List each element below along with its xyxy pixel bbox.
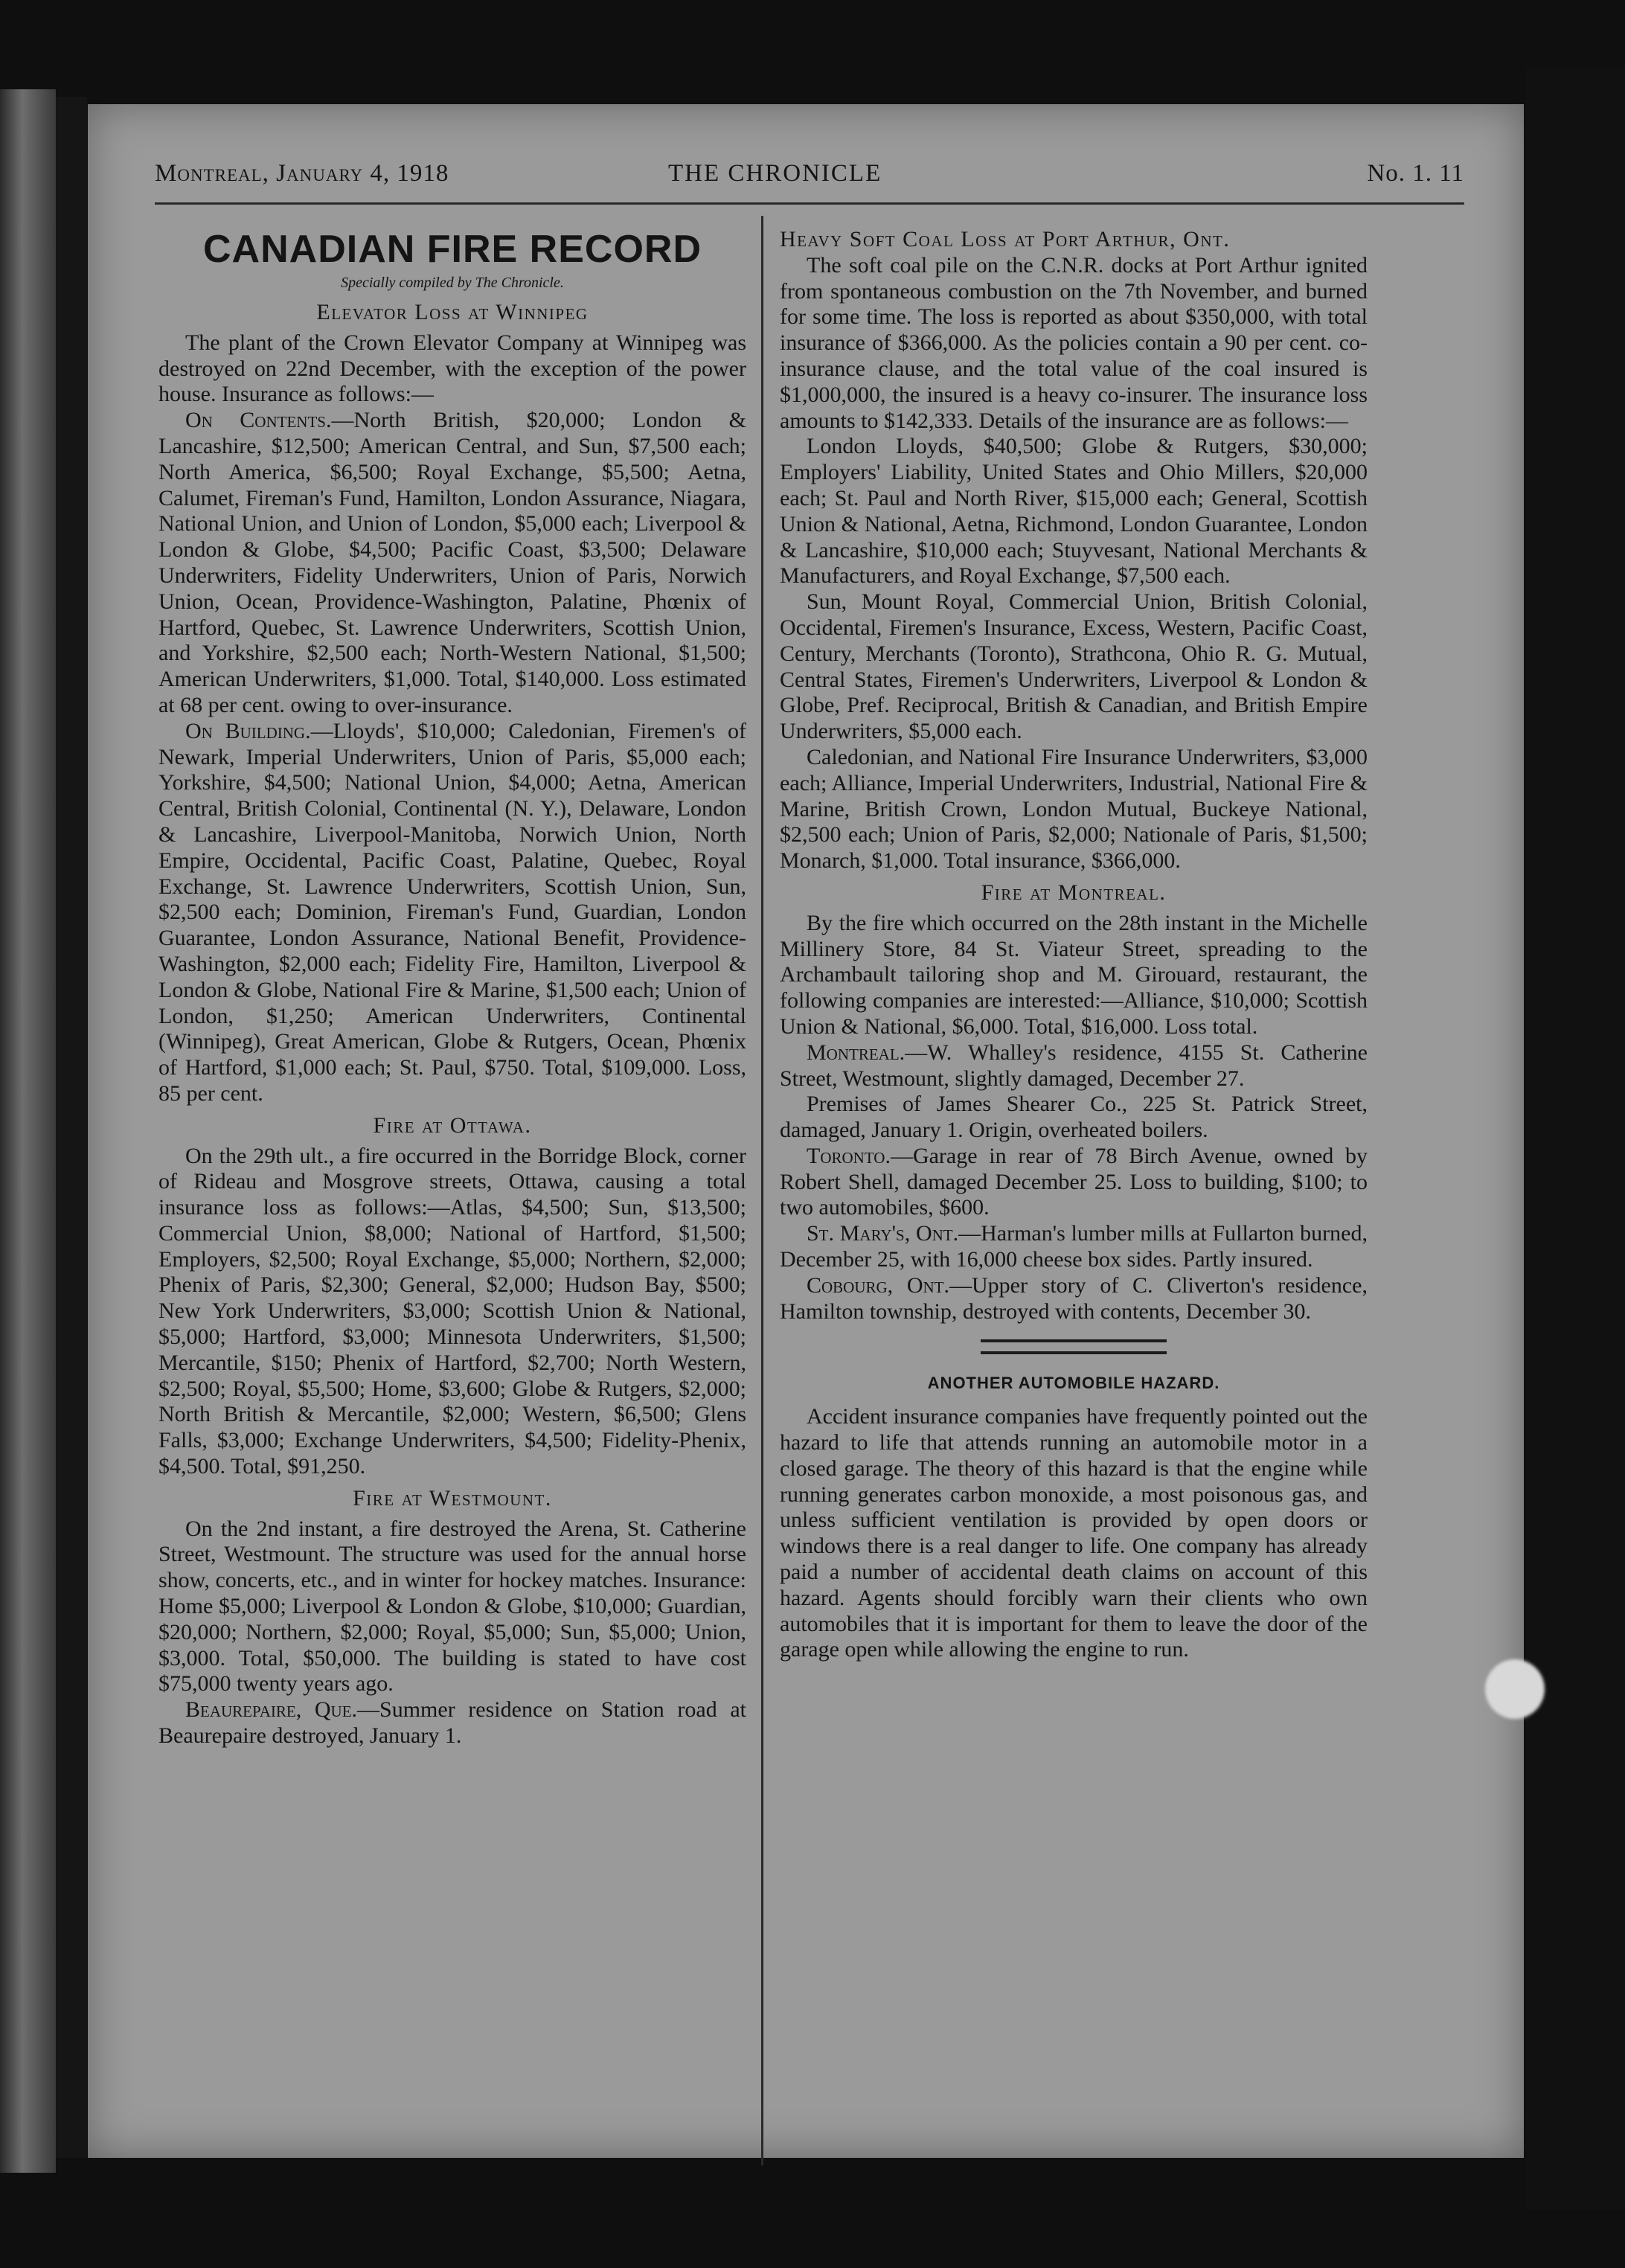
gutter-shadow [56, 97, 87, 2158]
article-title-automobile-hazard: ANOTHER AUTOMOBILE HAZARD. [927, 1374, 1220, 1393]
paragraph-montreal: By the fire which occurred on the 28th instant in the Michelle Millinery Store, 84 St. Viateur Street, spreading to the Archambault tailoring shop and M. Girouard, restaurant, the following companies are interested:—Alliance, $10,000; Scottish Union & National, $6,000. Total, $16,000. Loss total. [780, 910, 1368, 1039]
paragraph-ottawa: On the 29th ult., a fire occurred in the Borridge Block, corner of Rideau and Mosgrove streets, Ottawa, causing a total insurance loss as follows:—Atlas, $4,500; Sun, $13,500; Commercial Union, $8,000; National of Hartford, $1,500; Employers, $2,500; Royal Exchange, $5,000; Northern, $2,000; Phenix of Paris, $2,300; General, $2,000; Hudson Bay, $500; New York Underwriters, $3,000; Scottish Union & National, $5,000; Hartford, $3,000; Minnesota Underwriters, $1,500; Mercantile, $150; Phenix of Hartford, $2,700; North Western, $2,500; Royal, $5,500; Home, $3,600; Globe & Rutgers, $2,000; North British & Mercantile, $2,000; Western, $6,500; Glens Falls, $3,000; Exchange Underwriters, $4,500; Fidelity-Phenix, $4,500. Total, $91,250. [158, 1143, 746, 1479]
paragraph-text: —Harman's lumber mills at Fullarton burned, December 25, with 16,000 cheese box sides. Partly insured. [780, 1221, 1368, 1272]
header-rule [155, 202, 1464, 205]
header-issue-page: No. 1. 11 [1367, 160, 1464, 187]
book-spine [0, 89, 56, 2173]
fire-item [780, 1092, 1368, 1144]
section-heading-winnipeg: Elevator Loss at Winnipeg [316, 300, 589, 324]
paragraph-port-arthur-2: Sun, Mount Royal, Commercial Union, British Colonial, Occidental, Firemen's Insurance, Excess, Western, Pacific Coast, Century, Merchants (Toronto), Strathcona, Ohio R. G. Mutual, Central States, Firemen's Underwriters, Liverpool & London & Globe, Pref. Reciprocal, British & Canadian, and British Empire Underwriters, $5,000 each. [780, 589, 1368, 744]
paragraph-text: —Lloyds', $10,000; Caledonian, Firemen's of Newark, Imperial Underwriters, Union of Paris, $5,000 each; Yorkshire, $4,500; National Union, $4,000; Aetna, American Central, British Colonial, Continental (N. Y.), Delaware, London & Lancashire, Liverpool-Manitoba, Norwich Union, North Empire, Occidental, Pacific Coast, Palatine, Quebec, Royal Exchange, St. Lawrence Underwriters, Scottish Union, Sun, $2,500 each; Dominion, Fireman's Fund, Guardian, London Guarantee, London Assurance, National Benefit, Providence-Washington, $2,000 each; Fidelity Fire, Hamilton, Liverpool & London & Globe, National Fire & Marine, $1,500 each; Union of London, $1,250; American Underwriters, Continental (Winnipeg), Great American, Globe & Rutgers, Ocean, Phœnix of Hartford, $1,000 each; St. Paul, $750. Total, $109,000. Loss, 85 per cent. [158, 718, 746, 1106]
paragraph-text: Premises of James Shearer Co., 225 St. Patrick Street, damaged, January 1. Origin, overheated boilers. [780, 1092, 1368, 1143]
paragraph-text: —Summer residence on Station road at Beaurepaire destroyed, January 1. [158, 1697, 746, 1749]
lead-in: Montreal. [807, 1040, 906, 1065]
scan-artifact [1485, 1659, 1545, 1719]
fire-item [780, 1273, 1368, 1325]
header-publication-title: THE CHRONICLE [668, 160, 882, 187]
paragraph-port-arthur-1: London Lloyds, $40,500; Globe & Rutgers, $30,000; Employers' Liability, United States and Ohio Millers, $20,000 each; St. Paul and North River, $15,000 each; General, Scottish Union & National, Aetna, Richmond, London Guarantee, London & Lancashire, $10,000 each; Stuyvesant, National Merchants & Manufacturers, and Royal Exchange, $7,500 each. [780, 434, 1368, 589]
section-heading-montreal: Fire at Montreal. [981, 880, 1167, 905]
lead-in: St. Mary's, Ont. [807, 1221, 959, 1246]
lead-in: On Building. [185, 718, 311, 743]
paragraph-automobile-hazard: Accident insurance companies have frequently pointed out the hazard to life that attends running an automobile motor in a closed garage. The theory of this hazard is that the engine while running generates carbon monoxide, a most poisonous gas, and unless sufficient ventilation is provided by open doors or windows there is a real danger to life. One company has already paid a number of accidental death claims on account of this hazard. Agents should forcibly warn their clients who own automobiles that it is important for them to leave the door of the garage open while allowing the engine to run. [780, 1404, 1368, 1662]
section-heading-westmount: Fire at Westmount. [353, 1485, 552, 1511]
section-heading-port-arthur: Heavy Soft Coal Loss at Port Arthur, Ont. [780, 227, 1231, 252]
right-column [780, 227, 1368, 1663]
paragraph-text: —Garage in rear of 78 Birch Avenue, owned by Robert Shell, damaged December 25. Loss to building, $100; to two automobiles, $600. [780, 1143, 1368, 1220]
lead-in: Cobourg, Ont. [807, 1272, 950, 1298]
paragraph-text: —Upper story of C. Cliverton's residence, Hamilton township, destroyed with contents, December 30. [780, 1272, 1368, 1324]
lead-in: Beaurepaire, Que. [185, 1697, 358, 1723]
lead-in: Toronto. [807, 1143, 891, 1168]
paragraph-text: —North British, $20,000; London & Lancashire, $12,500; American Central, and Sun, $7,500 each; North America, $6,500; Royal Exchange, $5,500; Aetna, Calumet, Fireman's Fund, Hamilton, London Assurance, Niagara, National Union, and Union of London, $5,000 each; Liverpool & London & Globe, $4,500; Pacific Coast, $3,500; Delaware Underwriters, Fidelity Underwriters, Union of Paris, Norwich Union, Ocean, Providence-Washington, Palatine, Phœnix of Hartford, Quebec, St. Lawrence Underwriters, Scottish Union, and Yorkshire, $2,500 each; North-Western National, $1,500; American Underwriters, $1,000. Total, $140,000. Loss estimated at 68 per cent. owing to over-insurance. [158, 408, 746, 717]
left-column [158, 227, 746, 1749]
header-dateline: Montreal, January 4, 1918 [155, 160, 449, 187]
paragraph-beaurepaire [158, 1697, 746, 1749]
section-heading-ottawa: Fire at Ottawa. [373, 1112, 532, 1138]
running-header [155, 160, 1464, 196]
section-divider [981, 1339, 1167, 1354]
paragraph-port-arthur-3: Caledonian, and National Fire Insurance Underwriters, $3,000 each; Alliance, Imperial Underwriters, Industrial, National Fire & Marine, British Crown, London Mutual, Buckeye National, $2,500 each; Union of Paris, $2,000; Nationale of Paris, $1,500; Monarch, $1,000. Total insurance, $366,000. [780, 744, 1368, 874]
newspaper-page [88, 104, 1524, 2158]
paragraph-winnipeg-contents [158, 408, 746, 719]
paragraph-winnipeg-building [158, 719, 746, 1107]
paragraph-winnipeg-intro: The plant of the Crown Elevator Company at Winnipeg was destroyed on 22nd December, with the exception of the power house. Insurance as follows:— [158, 330, 746, 407]
paragraph-text: —W. Whalley's residence, 4155 St. Catherine Street, Westmount, slightly damaged, December 27. [780, 1040, 1368, 1091]
paragraph-port-arthur-intro: The soft coal pile on the C.N.R. docks at Port Arthur ignited from spontaneous combustion on the 7th November, and burned for some time. The loss is reported as about $350,000, with total insurance of $366,000. As the policies contain a 90 per cent. co-insurance clause, and the total value of the coal insured is $1,000,000, the insured is a heavy co-insurer. The insurance loss amounts to $142,333. Details of the insurance are as follows:— [780, 252, 1368, 433]
fire-item [780, 1040, 1368, 1092]
column-divider [761, 216, 763, 2165]
scan-border [1525, 67, 1625, 2210]
fire-item [780, 1221, 1368, 1273]
page-subtitle: Specially compiled by The Chronicle. [341, 275, 564, 291]
lead-in: On Contents. [185, 408, 332, 433]
fire-item [780, 1144, 1368, 1221]
page-title: CANADIAN FIRE RECORD [203, 228, 702, 271]
paragraph-westmount: On the 2nd instant, a fire destroyed the Arena, St. Catherine Street, Westmount. The structure was used for the annual horse show, concerts, etc., and in winter for hockey matches. Insurance: Home $5,000; Liverpool & London & Globe, $10,000; Guardian, $20,000; Northern, $2,000; Royal, $5,000; Sun, $5,000; Union, $3,000. Total, $50,000. The building is stated to have cost $75,000 twenty years ago. [158, 1516, 746, 1697]
